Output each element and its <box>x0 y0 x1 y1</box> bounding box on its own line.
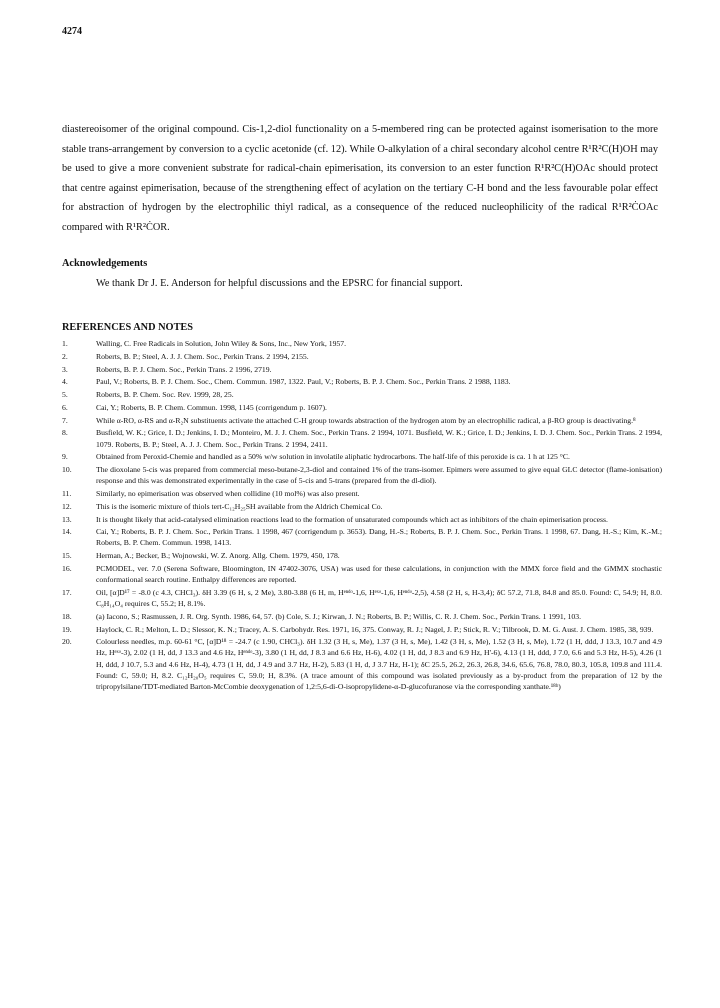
reference-number: 7. <box>62 415 68 425</box>
reference-text: PCMODEL, ver. 7.0 (Serena Software, Bloomington, IN 47402-3076, USA) was used for these calculations, in conjunction with the MMX force field and the GMMX stochastic conformational search routine. Enthalpy differences are reported. <box>96 564 662 585</box>
reference-text: Colourless needles, m.p. 60-61 °C, [α]D¹⁸ = -24.7 (c 1.90, CHCl₃). δH 1.32 (3 H, s, Me), 1.37 (3 H, s, Me), 1.42 (3 H, s, Me), 1.52 (3 H, s, Me), 1.72 (1 H, ddd, J 13.3, 10.7 and 4.9 Hz, Hᵉˣᵒ-3), 2.02 (1 H, dd, J 13.3 and 4.6 Hz, Hᵉⁿᵈᵒ-3), 3.80 (1 H, dd, J 8.3 and 6.6 Hz, H-6), 4.02 (1 H, dd, J 8.3 and 6.9 Hz, H'-6), 4.13 (1 H, ddd, J 7.0, 6.6 and 5.3 Hz, H-5), 4.26 (1 H, ddd, J 10.7, 5.3 and 4.6 Hz, H-4), 4.73 (1 H, dd, J 4.9 and 3.7 Hz, H-2), 5.83 (1 H, d, J 3.7 Hz, H-1); δC 25.5, 26.2, 26.3, 26.8, 34.6, 65.6, 76.8, 78.0, 80.3, 105.8, 109.8 and 111.4. Found: C, 59.0; H, 8.2. C₁₂H₂₀O₅ requires C, 59.0; H, 8.3%. (A trace amount of this compound was isolated previously as a by-product from the preparation of 12 by the tripropylsilane/TDT-mediated Barton-McCombie deoxygenation of 1,2:5,6-di-O-isopropylidene-α-D-glucofuranose via the corresponding xanthate.¹⁸ᵇ) <box>96 637 662 691</box>
reference-text: Roberts, B. P.; Steel, A. J. J. Chem. Soc., Perkin Trans. 2 1994, 2155. <box>96 351 309 361</box>
reference-number: 3. <box>62 364 68 374</box>
reference-item <box>62 364 662 375</box>
reference-item <box>62 338 662 349</box>
reference-number: 15. <box>62 551 72 561</box>
reference-item <box>62 402 662 413</box>
reference-text: Obtained from Peroxid-Chemie and handled as a 50% w/w solution in involatile aliphatic hydrocarbons. The half-life of this peroxide is ca. 1 h at 125 °C. <box>96 452 570 462</box>
reference-number: 12. <box>62 501 72 511</box>
reference-text: While α-RO, α-RS and α-R₂N substituents activate the attached C-H group towards abstraction of the hydrogen atom by an electrophilic radical, a β-RO group is deactivating.⁸ <box>96 415 636 425</box>
reference-item <box>62 624 662 635</box>
reference-text: It is thought likely that acid-catalysed elimination reactions lead to the formation of unsaturated compounds which act as inhibitors of the chain epimerisation process. <box>96 514 608 524</box>
reference-number: 4. <box>62 377 68 387</box>
reference-item <box>62 427 662 449</box>
reference-text: Walling, C. Free Radicals in Solution, John Wiley & Sons, Inc., New York, 1957. <box>96 339 347 348</box>
reference-text: Cai, Y.; Roberts, B. P. J. Chem. Soc., Perkin Trans. 1 1998, 467 (corrigendum p. 3653). Dang, H.-S.; Roberts, B. P. J. Chem. Soc., Perkin Trans. 1 1998, 67. Dang, H.-S.; Kim, K.-M.; Roberts, B. P. Chem. Commun. 1998, 1413. <box>96 527 662 548</box>
reference-item <box>62 563 662 585</box>
reference-number: 5. <box>62 390 68 400</box>
reference-text: Paul, V.; Roberts, B. P. J. Chem. Soc., Chem. Commun. 1987, 1322. Paul, V.; Roberts, B. P. J. Chem. Soc., Perkin Trans. 2 1988, 1183. <box>96 377 511 387</box>
reference-item <box>62 526 662 548</box>
reference-text: The dioxolane 5-cis was prepared from commercial meso-butane-2,3-diol and contained 1% of the trans-isomer. Epimers were assumed to give equal GLC detector (flame-ionisation) response and this was demonstrated experimentally in the case of 5-cis and 5-trans (prepared from the dl-diol). <box>96 465 662 486</box>
reference-item <box>62 464 662 486</box>
reference-item <box>62 611 662 622</box>
reference-item <box>62 451 662 462</box>
reference-number: 17. <box>62 587 72 597</box>
reference-text: Oil, [α]D¹⁷ = -8.0 (c 4.3, CHCl₃). δH 3.39 (6 H, s, 2 Me), 3.80-3.88 (6 H, m, Hᵉⁿᵈᵒ-1,6, Hᵉˣᵒ-1,6, Hᵉⁿᵈᵒ-2,5), 4.58 (2 H, s, H-3,4); δC 57.2, 71.8, 84.8 and 85.0. Found: C, 54.9; H, 8.0. C₈H₁₄O₄ requires C, 55.2; H, 8.1%. <box>96 587 662 608</box>
reference-number: 13. <box>62 514 72 524</box>
page-number: 4274 <box>62 26 82 37</box>
reference-text: Roberts, B. P. J. Chem. Soc., Perkin Trans. 2 1996, 2719. <box>96 364 272 374</box>
reference-item <box>62 415 662 426</box>
reference-item <box>62 376 662 387</box>
reference-item <box>62 488 662 499</box>
reference-text: Herman, A.; Becker, B.; Wojnowski, W. Z. Anorg. Allg. Chem. 1979, 450, 178. <box>96 551 340 561</box>
reference-number: 10. <box>62 465 72 475</box>
reference-text: Busfield, W. K.; Grice, I. D.; Jenkins, I. D.; Monteiro, M. J. J. Chem. Soc., Perkin Trans. 2 1994, 1071. Busfield, W. K.; Grice, I. D.; Jenkins, I. D. J. Chem. Soc., Perkin Trans. 2 1994, 1079. Roberts, B. P.; Steel, A. J. J. Chem. Soc., Perkin Trans. 2 1994, 2411. <box>96 428 662 449</box>
reference-item <box>62 389 662 400</box>
reference-number: 9. <box>62 452 68 462</box>
reference-text: Roberts, B. P. Chem. Soc. Rev. 1999, 28, 25. <box>96 390 234 400</box>
reference-number: 19. <box>62 624 72 634</box>
reference-item <box>62 514 662 525</box>
references-heading: REFERENCES AND NOTES <box>62 322 194 333</box>
reference-text: Similarly, no epimerisation was observed when collidine (10 mol%) was also present. <box>96 489 360 498</box>
reference-number: 1. <box>62 339 68 348</box>
reference-number: 2. <box>62 351 68 361</box>
acknowledgements-text: We thank Dr J. E. Anderson for helpful discussions and the EPSRC for financial support. <box>96 278 463 289</box>
acknowledgements-heading: Acknowledgements <box>62 258 148 269</box>
reference-number: 11. <box>62 489 72 498</box>
reference-number: 8. <box>62 428 68 438</box>
reference-text: (a) Iacono, S.; Rasmussen, J. R. Org. Synth. 1986, 64, 57. (b) Cole, S. J.; Kirwan, J. N.; Roberts, B. P.; Willis, C. R. J. Chem. Soc., Perkin Trans. 1 1991, 103. <box>96 611 582 621</box>
reference-number: 20. <box>62 637 72 647</box>
reference-item <box>62 351 662 362</box>
reference-number: 14. <box>62 527 72 537</box>
reference-text: This is the isomeric mixture of thiols tert-C₁₂H₂₅SH available from the Aldrich Chemical Co. <box>96 501 383 511</box>
reference-item <box>62 501 662 512</box>
reference-item <box>62 550 662 561</box>
reference-number: 6. <box>62 402 68 412</box>
reference-number: 16. <box>62 564 72 573</box>
reference-item <box>62 636 662 691</box>
reference-item <box>62 587 662 609</box>
reference-number: 18. <box>62 611 72 621</box>
reference-text: Haylock, C. R.; Melton, L. D.; Slessor, K. N.; Tracey, A. S. Carbohydr. Res. 1971, 16, 375. Conway, R. J.; Nagel, J. P.; Stick, R. V.; Tilbrook, D. M. G. Aust. J. Chem. 1985, 38, 939. <box>96 624 654 634</box>
body-paragraph: diastereoisomer of the original compound. Cis-1,2-diol functionality on a 5-membered ring can be protected against isomerisation to the more stable trans-arrangement by conversion to a cyclic acetonide (cf. 12). While O-alkylation of a chiral secondary alcohol centre R¹R²C(H)OH may be used to give a more convenient substrate for radical-chain epimerisation, its conversion to an ester function R¹R²C(H)OAc should protect that centre against epimerisation, because of the strengthening effect of acylation on the tertiary C-H bond and the less favourable polar effect for abstraction of hydrogen by the electrophilic thiyl radical, as a consequence of the reduced nucleophilicity of the radical R¹R²ĊOAc compared with R¹R²ĊOR. <box>62 124 658 233</box>
reference-text: Cai, Y.; Roberts, B. P. Chem. Commun. 1998, 1145 (corrigendum p. 1607). <box>96 402 327 412</box>
references-list <box>62 338 662 693</box>
